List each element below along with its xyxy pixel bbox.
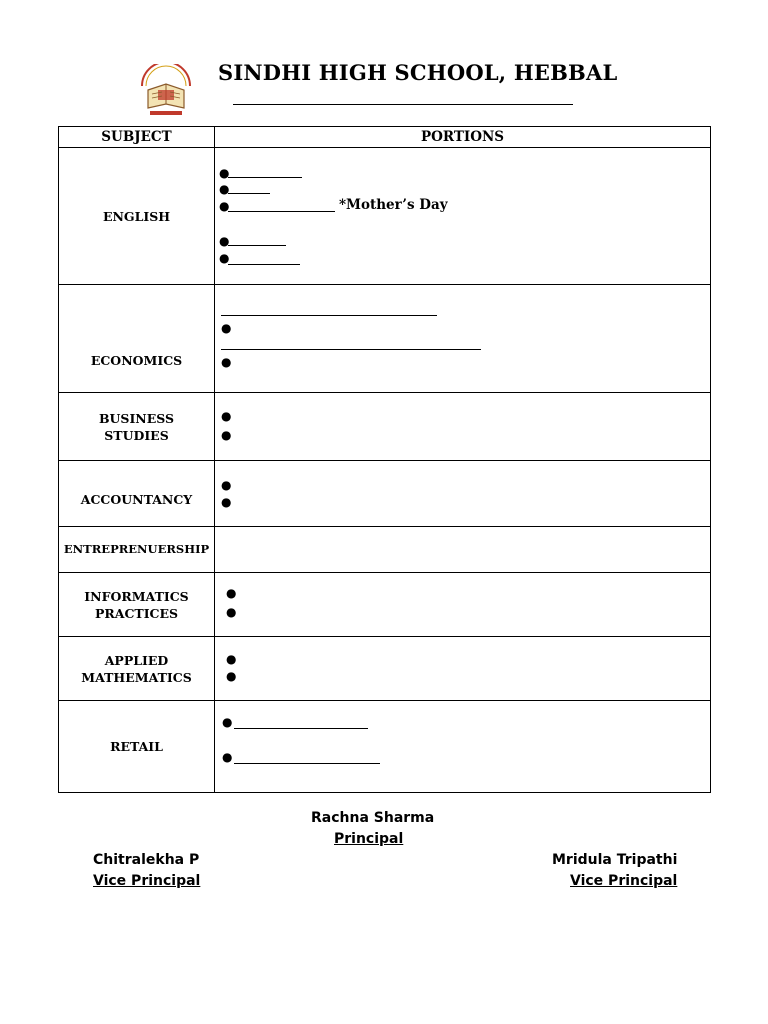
- portions-table: [58, 126, 711, 793]
- bullet-icon: ●: [222, 715, 233, 729]
- bullet-icon: ●: [221, 478, 232, 492]
- bullet-icon: ●: [219, 251, 230, 265]
- table-row: [59, 285, 711, 393]
- blank-line: [221, 349, 481, 350]
- vice-principal-right-title: Vice Principal: [570, 873, 678, 889]
- principal-title: Principal: [334, 831, 404, 847]
- portions-cell: [215, 573, 711, 637]
- portions-cell: [215, 285, 711, 393]
- table-row: [59, 393, 711, 461]
- portions-cell: [215, 527, 711, 573]
- subject-cell: ENGLISH: [59, 148, 215, 285]
- vice-principal-right-name: Mridula Tripathi: [552, 852, 678, 868]
- subject-cell: APPLIED MATHEMATICS: [59, 637, 215, 701]
- subject-cell: RETAIL: [59, 701, 215, 793]
- school-crest-logo-icon: [136, 64, 196, 120]
- blank-line: [234, 763, 380, 764]
- portions-cell: [215, 701, 711, 793]
- portions-cell: [215, 461, 711, 527]
- subject-cell: BUSINESS STUDIES: [59, 393, 215, 461]
- bullet-icon: ●: [226, 586, 237, 600]
- portions-cell: [215, 637, 711, 701]
- subject-cell: ENTREPRENUERSHIP: [59, 527, 215, 573]
- subject-cell: ACCOUNTANCY: [59, 461, 215, 527]
- bullet-icon: ●: [226, 605, 237, 619]
- blank-line: [228, 193, 270, 194]
- subject-cell: ECONOMICS: [59, 285, 215, 393]
- bullet-icon: ●: [226, 652, 237, 666]
- blank-line: [221, 315, 437, 316]
- principal-name: Rachna Sharma: [311, 810, 435, 826]
- bullet-icon: ●: [219, 166, 230, 180]
- table-row: [59, 527, 711, 573]
- blank-line: [228, 211, 335, 212]
- bullet-icon: ●: [221, 495, 232, 509]
- vice-principal-left-name: Chitralekha P: [93, 852, 200, 868]
- blank-line: [228, 177, 302, 178]
- table-row: [59, 461, 711, 527]
- table-header-row: [59, 127, 711, 148]
- blank-line: [228, 245, 286, 246]
- portions-cell: [215, 393, 711, 461]
- vice-principal-left-title: Vice Principal: [93, 873, 201, 889]
- blank-line: [228, 264, 300, 265]
- bullet-icon: ●: [219, 199, 230, 213]
- table-row: [59, 637, 711, 701]
- bullet-icon: ●: [219, 182, 230, 196]
- subject-column-header: SUBJECT: [59, 127, 215, 148]
- portions-column-header: PORTIONS: [215, 127, 711, 148]
- table-row: [59, 573, 711, 637]
- bullet-icon: ●: [221, 321, 232, 335]
- bullet-icon: ●: [222, 750, 233, 764]
- bullet-icon: ●: [221, 355, 232, 369]
- subject-cell: INFORMATICS PRACTICES: [59, 573, 215, 637]
- school-name-title: SINDHI HIGH SCHOOL, HEBBAL: [218, 60, 618, 85]
- bullet-icon: ●: [221, 428, 232, 442]
- title-underline: [233, 104, 573, 105]
- table-row: [59, 701, 711, 793]
- bullet-icon: ●: [221, 409, 232, 423]
- bullet-icon: ●: [226, 669, 237, 683]
- bullet-icon: ●: [219, 234, 230, 248]
- mothers-day-note: *Mother’s Day: [339, 197, 448, 213]
- portions-cell: [215, 148, 711, 285]
- blank-line: [234, 728, 368, 729]
- table-row: [59, 148, 711, 285]
